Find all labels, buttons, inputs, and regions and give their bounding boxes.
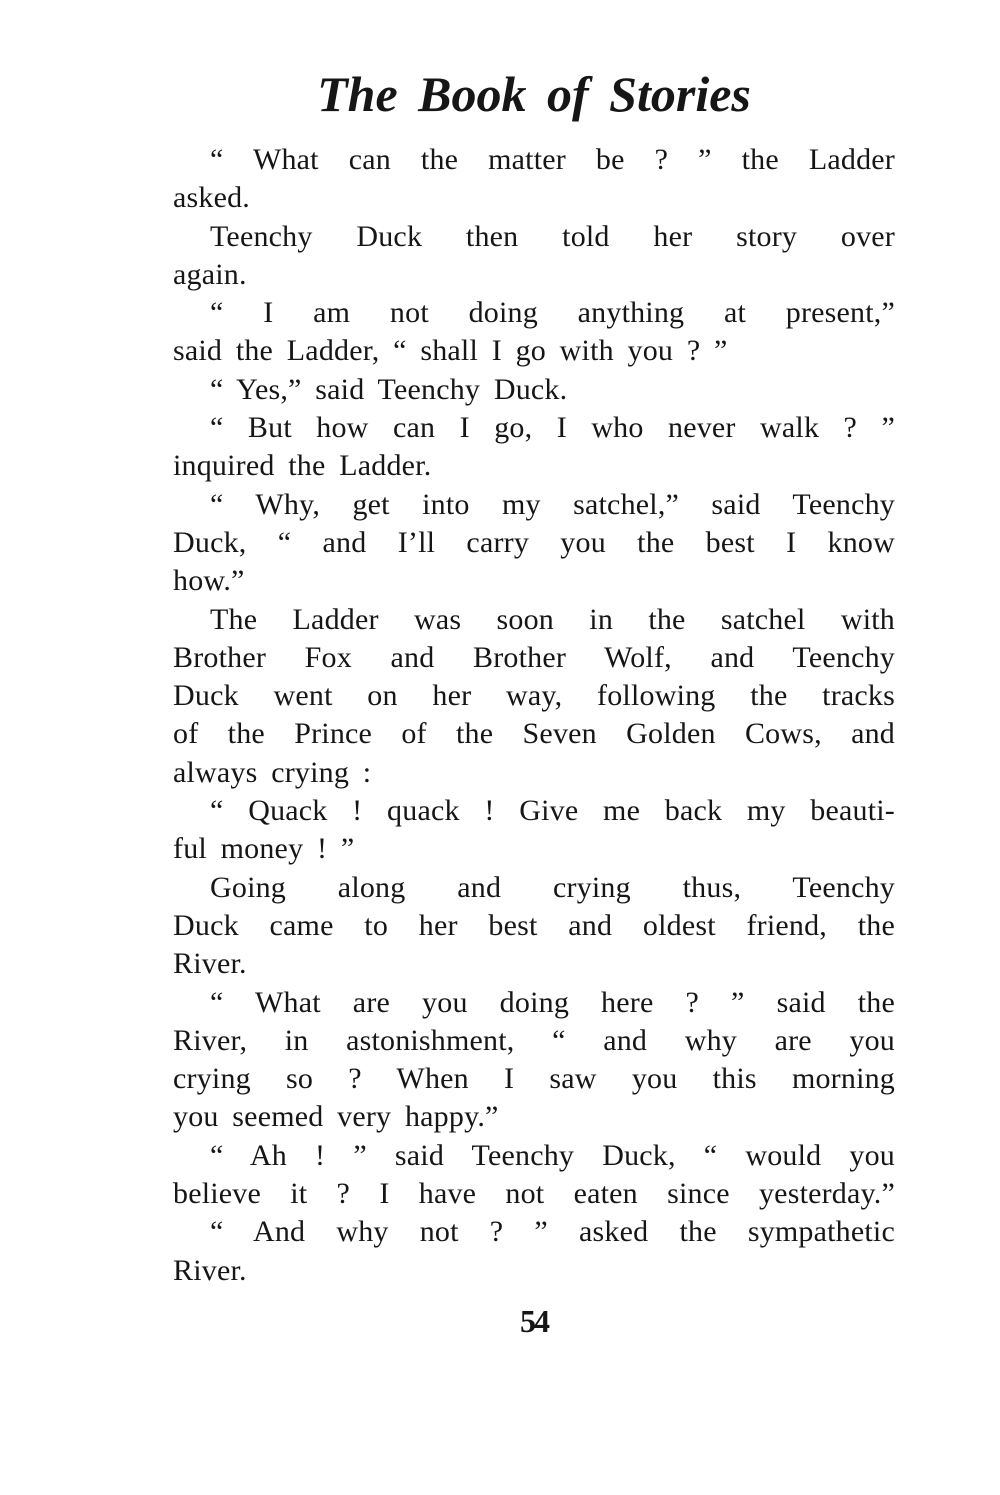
text-line: “ But how can I go, I who never walk ? ” — [210, 411, 895, 445]
text-line: “ What are you doing here ? ” said the — [210, 985, 895, 1019]
body-text — [173, 141, 895, 1290]
text-line: how.” — [173, 564, 245, 598]
text-line: “ Quack ! quack ! Give me back my beauti- — [210, 794, 895, 828]
text-line: asked. — [173, 181, 251, 215]
page-title: The Book of Stories — [317, 66, 751, 122]
text-line: River. — [173, 947, 247, 981]
text-line: ful money ! ” — [173, 832, 355, 866]
text-line: believe it ? I have not eaten since yesterday.” — [173, 1177, 895, 1211]
text-line: inquired the Ladder. — [173, 449, 432, 483]
text-line: Duck came to her best and oldest friend, the — [173, 908, 895, 942]
text-line: The Ladder was soon in the satchel with — [210, 602, 895, 636]
text-line: Duck, “ and I’ll carry you the best I know — [173, 525, 895, 559]
text-line: Brother Fox and Brother Wolf, and Teenchy — [173, 640, 895, 674]
text-line: “ And why not ? ” asked the sympathetic — [210, 1215, 895, 1249]
page-number: 54 — [520, 1303, 548, 1339]
text-line: you seemed very happy.” — [173, 1100, 499, 1134]
text-line: “ I am not doing anything at present,” — [210, 296, 895, 330]
text-line: “ Yes,” said Teenchy Duck. — [210, 372, 568, 406]
text-line: always crying : — [173, 755, 372, 789]
text-line: Teenchy Duck then told her story over — [210, 219, 895, 253]
text-line: “ What can the matter be ? ” the Ladder — [210, 143, 895, 176]
text-line: crying so ? When I saw you this morning — [173, 1062, 895, 1096]
text-line: “ Why, get into my satchel,” said Teenchy — [210, 487, 895, 521]
text-line: Going along and crying thus, Teenchy — [210, 870, 895, 904]
text-line: again. — [173, 257, 247, 291]
text-line: Duck went on her way, following the tracks — [173, 679, 895, 713]
text-line: River, in astonishment, “ and why are you — [173, 1023, 895, 1057]
text-line: “ Ah ! ” said Teenchy Duck, “ would you — [210, 1138, 895, 1172]
text-line: River. — [173, 1253, 247, 1287]
text-line: of the Prince of the Seven Golden Cows, and — [173, 717, 895, 751]
text-line: said the Ladder, “ shall I go with you ? ” — [173, 334, 728, 368]
